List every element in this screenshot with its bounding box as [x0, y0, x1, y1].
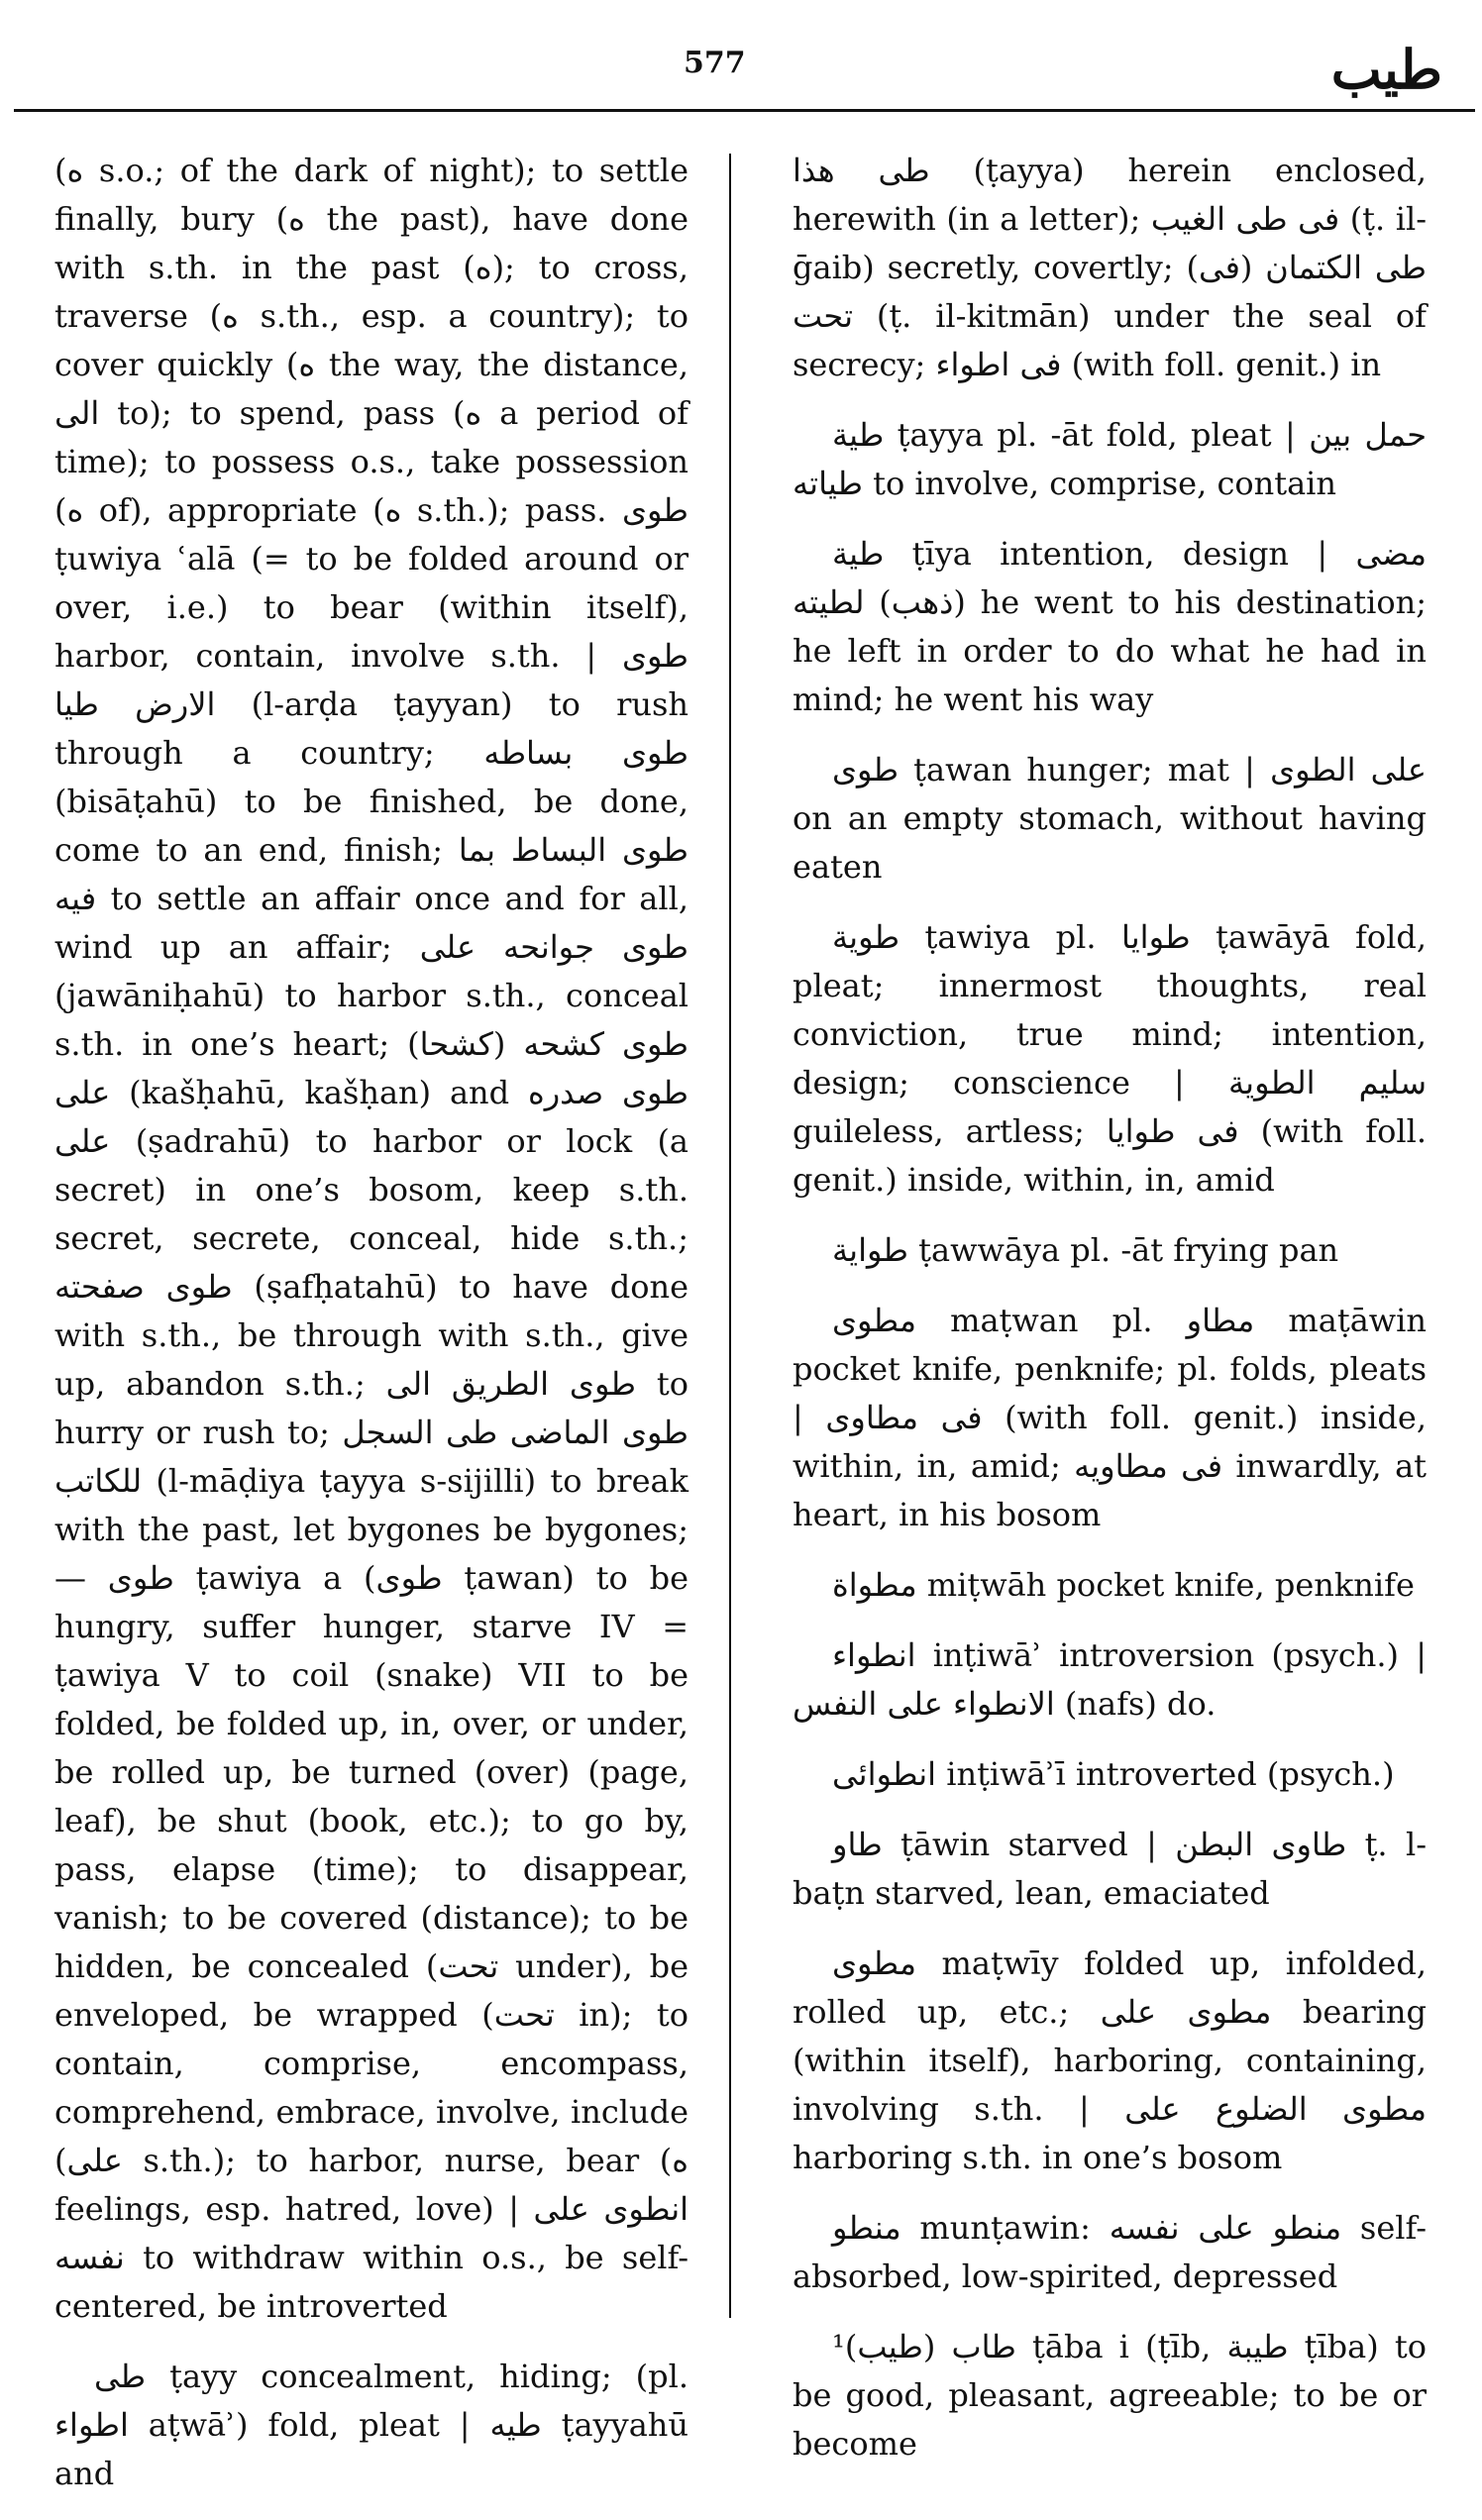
dictionary-entry: (ه s.o.; of the dark of night); to settle finally, bury (ه the past), have done with s.th. in the past (ه); to cross, traverse (ه s.th., esp. a country); to cover quickly (ه the way, the distance, الى to); to spend, pass (ه a period of time); to possess o.s., take possession (ه of), appropriate (ه s.th.); pass. طوى ṭuwiya ʿalā (= to be folded around or over, i.e.) to bear (within itself), harbor, contain, involve s.th. | طوى الارض طيا (l-arḍa ṭayyan) to rush through a country; طوى بساطه (bisāṭahū) to be finished, be done, come to an end, finish; طوى البساط بما فيه to settle an affair once and for all, wind up an affair; طوى جوانحه على (jawāniḥahū) to harbor s.th., conceal s.th. in one’s heart; طوى كشحه (كشحا) على (kašḥahū, kašḥan) and طوى صدره على (ṣadrahū) to harbor or lock (a secret) in one’s bosom, keep s.th. secret, secrete, conceal, hide s.th.; طوى صفحته (ṣafḥatahū) to have done with s.th., be through with s.th., give up, abandon s.th.; طوى الطريق الى to hurry or rush to; طوى الماضى طى السجل للكاتب (l-māḍiya ṭayya s-sijilli) to break with the past, let bygones be bygones; — طوى ṭawiya a (طوى ṭawan) to be hungry, suffer hunger, starve IV = ṭawiya V to coil (snake) VII to be folded, be folded up, in, over, or under, be rolled up, be turned (over) (page, leaf), be shut (book, etc.); to go by, pass, elapse (time); to disappear, vanish; to be covered (distance); to be hidden, be concealed (تحت under), be enveloped, be wrapped (تحت in); to contain, comprise, encompass, comprehend, embrace, involve, include (على s.th.); to harbor, nurse, bear (ه feelings, esp. hatred, love) | انطوى على نفسه to withdraw within o.s., be self-centered, be introverted [54, 152, 689, 2325]
dictionary-entry: ¹(طيب) طاب ṭāba i (ṭīb, طيبة ṭība) to be good, pleasant, agreeable; to be or become [793, 2328, 1428, 2463]
dictionary-entry: مطوى maṭwan pl. مطاو maṭāwin pocket knife, penknife; pl. folds, pleats | فى مطاوى (with foll. genit.) inside, within, in, amid; فى مطاويه inwardly, at heart, in his bosom [793, 1302, 1428, 1533]
dictionary-entry: طى ṭayy concealment, hiding; (pl. اطواء aṭwāʾ) fold, pleat | طيه ṭayyahū and [54, 2358, 689, 2492]
column-divider [729, 154, 731, 2318]
dictionary-entry: منطو munṭawin: منطو على نفسه self-absorbed, low-spirited, depressed [793, 2209, 1427, 2295]
dictionary-entry: طاو ṭāwin starved | طاوى البطن ṭ. l-baṭn starved, lean, emaciated [793, 1826, 1427, 1912]
dictionary-entry: طية ṭīya intention, design | مضى (ذهب) لطيته he went to his destination; he left in order to do what he had in mind; he went his way [793, 535, 1428, 718]
right-column [793, 147, 1427, 2490]
dictionary-entry: طية ṭayya pl. -āt fold, pleat | حمل بين طياته to involve, comprise, contain [793, 416, 1428, 502]
dictionary-entry: مطواة miṭwāh pocket knife, penknife [832, 1566, 1415, 1604]
page-header [0, 0, 1482, 119]
left-column [54, 147, 688, 2520]
dictionary-entry: طوية ṭawiya pl. طوايا ṭawāyā fold, pleat; innermost thoughts, real conviction, true mind; intention, design; conscience | سليم الطوية guileless, artless; فى طوايا (with foll. genit.) inside, within, in, amid [793, 918, 1428, 1199]
page-number: 577 [684, 46, 746, 80]
dictionary-entry: طى هذا (ṭayya) herein enclosed, herewith (in a letter); فى طى الغيب (ṭ. il-ḡaib) secretly, covertly; (فى) طى الكتمان تحت (ṭ. il-kitmān) under the seal of secrecy; فى اطواء (with foll. genit.) in [793, 152, 1428, 383]
head-word: طيب [1330, 38, 1442, 101]
dictionary-entry: انطوائى inṭiwāʾī introverted (psych.) [832, 1755, 1395, 1793]
dictionary-entry: طواية ṭawwāya pl. -āt frying pan [832, 1231, 1339, 1269]
dictionary-entry: طوى ṭawan hunger; mat | على الطوى on an empty stomach, without having eaten [793, 751, 1428, 886]
dictionary-entry: مطوى maṭwīy folded up, infolded, rolled up, etc.; مطوى على bearing (within itself), harboring, containing, involving s.th. | مطوى الضلوع على harboring s.th. in one’s bosom [793, 1944, 1428, 2176]
dictionary-entry: انطواء inṭiwāʾ introversion (psych.) | الانطواء على النفس (nafs) do. [793, 1636, 1427, 1723]
header-rule [14, 109, 1475, 112]
